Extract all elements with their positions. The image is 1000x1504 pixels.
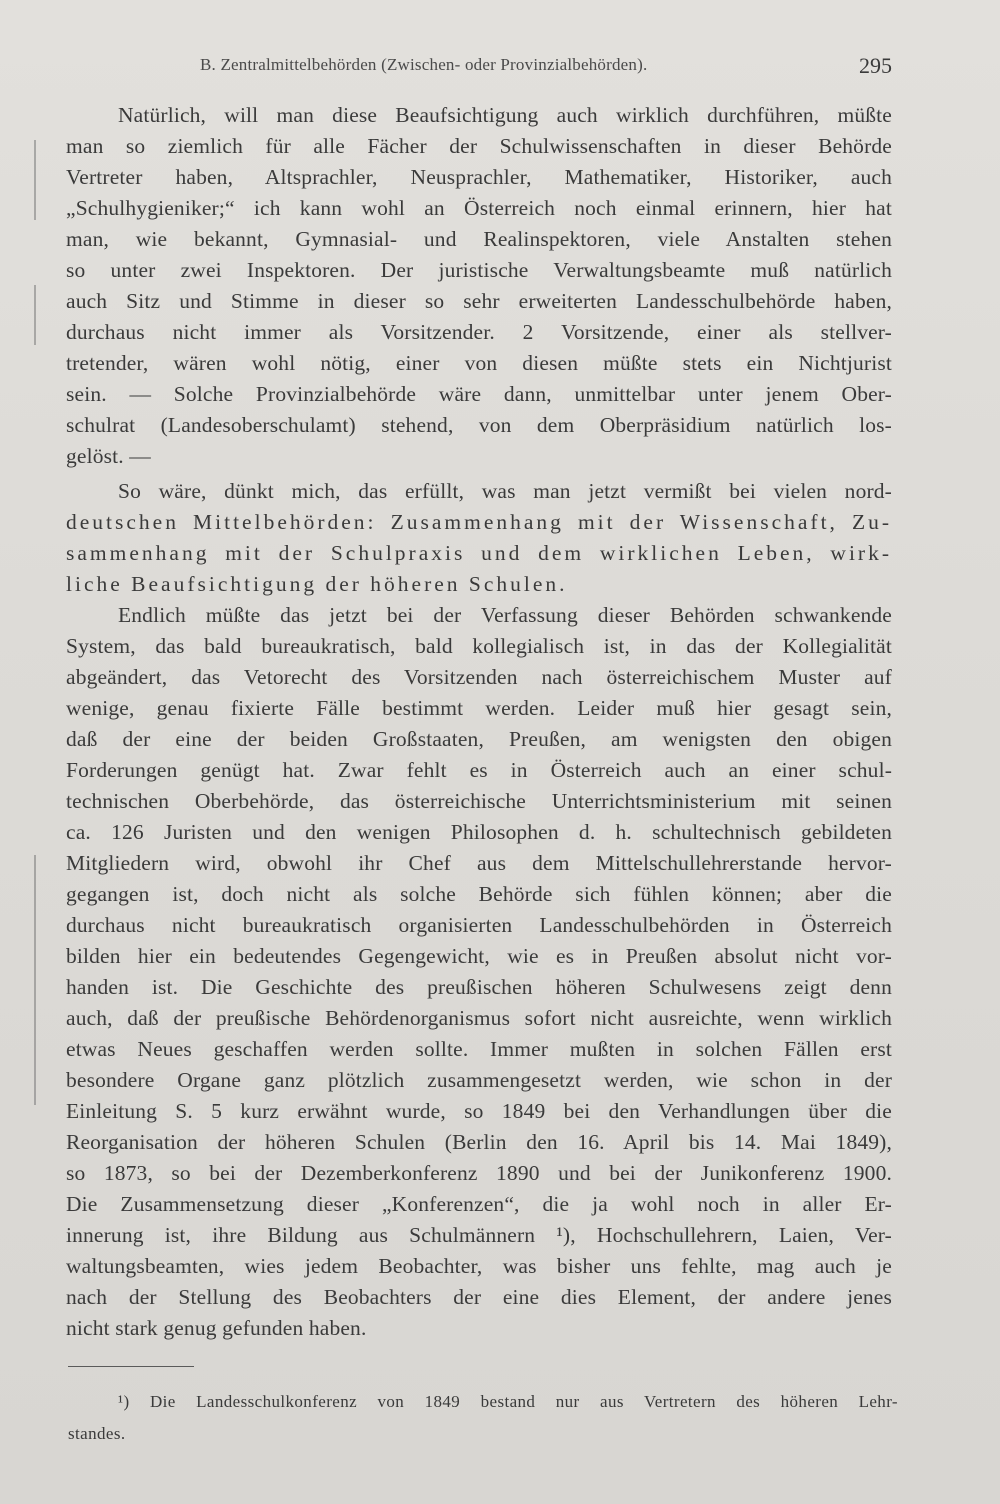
running-head: B. Zentralmittelbehörden (Zwischen- oder Provinzialbehörden). <box>200 55 648 74</box>
text-line: nach der Stellung des Beobachters der eine dies Element, der andere jenes <box>66 1285 892 1309</box>
text-line: Vertreter haben, Altsprachler, Neusprachler, Mathematiker, Historiker, auch <box>66 165 892 189</box>
text-line: auch Sitz und Stimme in dieser so sehr erweiterten Landesschulbehörde haben, <box>66 289 892 313</box>
gutter-pencil-mark <box>34 285 36 345</box>
text-line: technischen Oberbehörde, das österreichische Unterrichtsministerium mit seinen <box>66 789 892 813</box>
text-line: So wäre, dünkt mich, das erfüllt, was man jetzt vermißt bei vielen nord- <box>118 479 892 503</box>
text-line: so 1873, so bei der Dezemberkonferenz 1890 und bei der Junikonferenz 1900. <box>66 1161 892 1185</box>
text-line: etwas Neues geschaffen werden sollte. Immer mußten in solchen Fällen erst <box>66 1037 892 1061</box>
text-line: innerung ist, ihre Bildung aus Schulmännern ¹), Hochschullehrern, Laien, Ver- <box>66 1223 892 1247</box>
gutter-pencil-mark <box>34 855 36 1105</box>
text-line: gelöst. — <box>66 444 151 468</box>
footnote <box>68 1386 898 1450</box>
text-line: man, wie bekannt, Gymnasial- und Realinspektoren, viele Anstalten stehen <box>66 227 892 251</box>
text-line: Endlich müßte das jetzt bei der Verfassung dieser Behörden schwankende <box>118 603 892 627</box>
page-header <box>66 55 900 85</box>
text-line: sammenhang mit der Schulpraxis und dem wirklichen Leben, wirk- <box>66 541 892 565</box>
text-line: sein. — Solche Provinzialbehörde wäre dann, unmittelbar unter jenem Ober- <box>66 382 892 406</box>
text-line: „Schulhygieniker;“ ich kann wohl an Österreich noch einmal erinnern, hier hat <box>66 196 892 220</box>
text-line: nicht stark genug gefunden haben. <box>66 1316 367 1340</box>
text-line: Mitgliedern wird, obwohl ihr Chef aus dem Mittelschullehrerstande hervor- <box>66 851 892 875</box>
text-line: bilden hier ein bedeutendes Gegengewicht, wie es in Preußen absolut nicht vor- <box>66 944 892 968</box>
text-line: schulrat (Landesoberschulamt) stehend, von dem Oberpräsidium natürlich los- <box>66 413 892 437</box>
text-line: waltungsbeamten, wies jedem Beobachter, was bisher uns fehlte, mag auch je <box>66 1254 892 1278</box>
text-line: Reorganisation der höheren Schulen (Berlin den 16. April bis 14. Mai 1849), <box>66 1130 892 1154</box>
text-line: Forderungen genügt hat. Zwar fehlt es in Österreich auch an einer schul- <box>66 758 892 782</box>
page-number: 295 <box>859 53 892 78</box>
text-line: besondere Organe ganz plötzlich zusammengesetzt werden, wie schon in der <box>66 1068 892 1092</box>
text-line: auch, daß der preußische Behördenorganismus sofort nicht ausreichte, wenn wirklich <box>66 1006 892 1030</box>
text-line: Natürlich, will man diese Beaufsichtigung auch wirklich durchführen, müßte <box>118 103 892 127</box>
footnote-line: ¹) Die Landesschulkonferenz von 1849 bestand nur aus Vertretern des höheren Lehr- <box>118 1392 898 1411</box>
text-line: durchaus nicht bureaukratisch organisierten Landesschulbehörden in Österreich <box>66 913 892 937</box>
text-line: Die Zusammensetzung dieser „Konferenzen“, die ja wohl noch in aller Er- <box>66 1192 892 1216</box>
footnote-separator <box>68 1366 194 1367</box>
text-line: liche Beaufsichtigung der höheren Schulen. <box>66 572 568 596</box>
text-line: ca. 126 Juristen und den wenigen Philosophen d. h. schultechnisch gebildeten <box>66 820 892 844</box>
footnote-line: standes. <box>68 1424 126 1443</box>
text-line: daß der eine der beiden Großstaaten, Preußen, am wenigsten den obigen <box>66 727 892 751</box>
text-line: abgeändert, das Vetorecht des Vorsitzenden nach österreichischem Muster auf <box>66 665 892 689</box>
text-line: gegangen ist, doch nicht als solche Behörde sich fühlen können; aber die <box>66 882 892 906</box>
text-line: deutschen Mittelbehörden: Zusammenhang mit der Wissenschaft, Zu- <box>66 510 892 534</box>
body-text <box>66 100 892 1344</box>
text-line: wenige, genau fixierte Fälle bestimmt werden. Leider muß hier gesagt sein, <box>66 696 892 720</box>
text-line: Einleitung S. 5 kurz erwähnt wurde, so 1849 bei den Verhandlungen über die <box>66 1099 892 1123</box>
text-line: handen ist. Die Geschichte des preußischen höheren Schulwesens zeigt denn <box>66 975 892 999</box>
text-line: System, das bald bureaukratisch, bald kollegialisch ist, in das der Kollegialität <box>66 634 892 658</box>
text-line: tretender, wären wohl nötig, einer von diesen müßte stets ein Nichtjurist <box>66 351 892 375</box>
text-line: man so ziemlich für alle Fächer der Schulwissenschaften in dieser Behörde <box>66 134 892 158</box>
gutter-pencil-mark <box>34 140 36 220</box>
text-line: durchaus nicht immer als Vorsitzender. 2 Vorsitzende, einer als stellver- <box>66 320 892 344</box>
text-line: so unter zwei Inspektoren. Der juristische Verwaltungsbeamte muß natürlich <box>66 258 892 282</box>
